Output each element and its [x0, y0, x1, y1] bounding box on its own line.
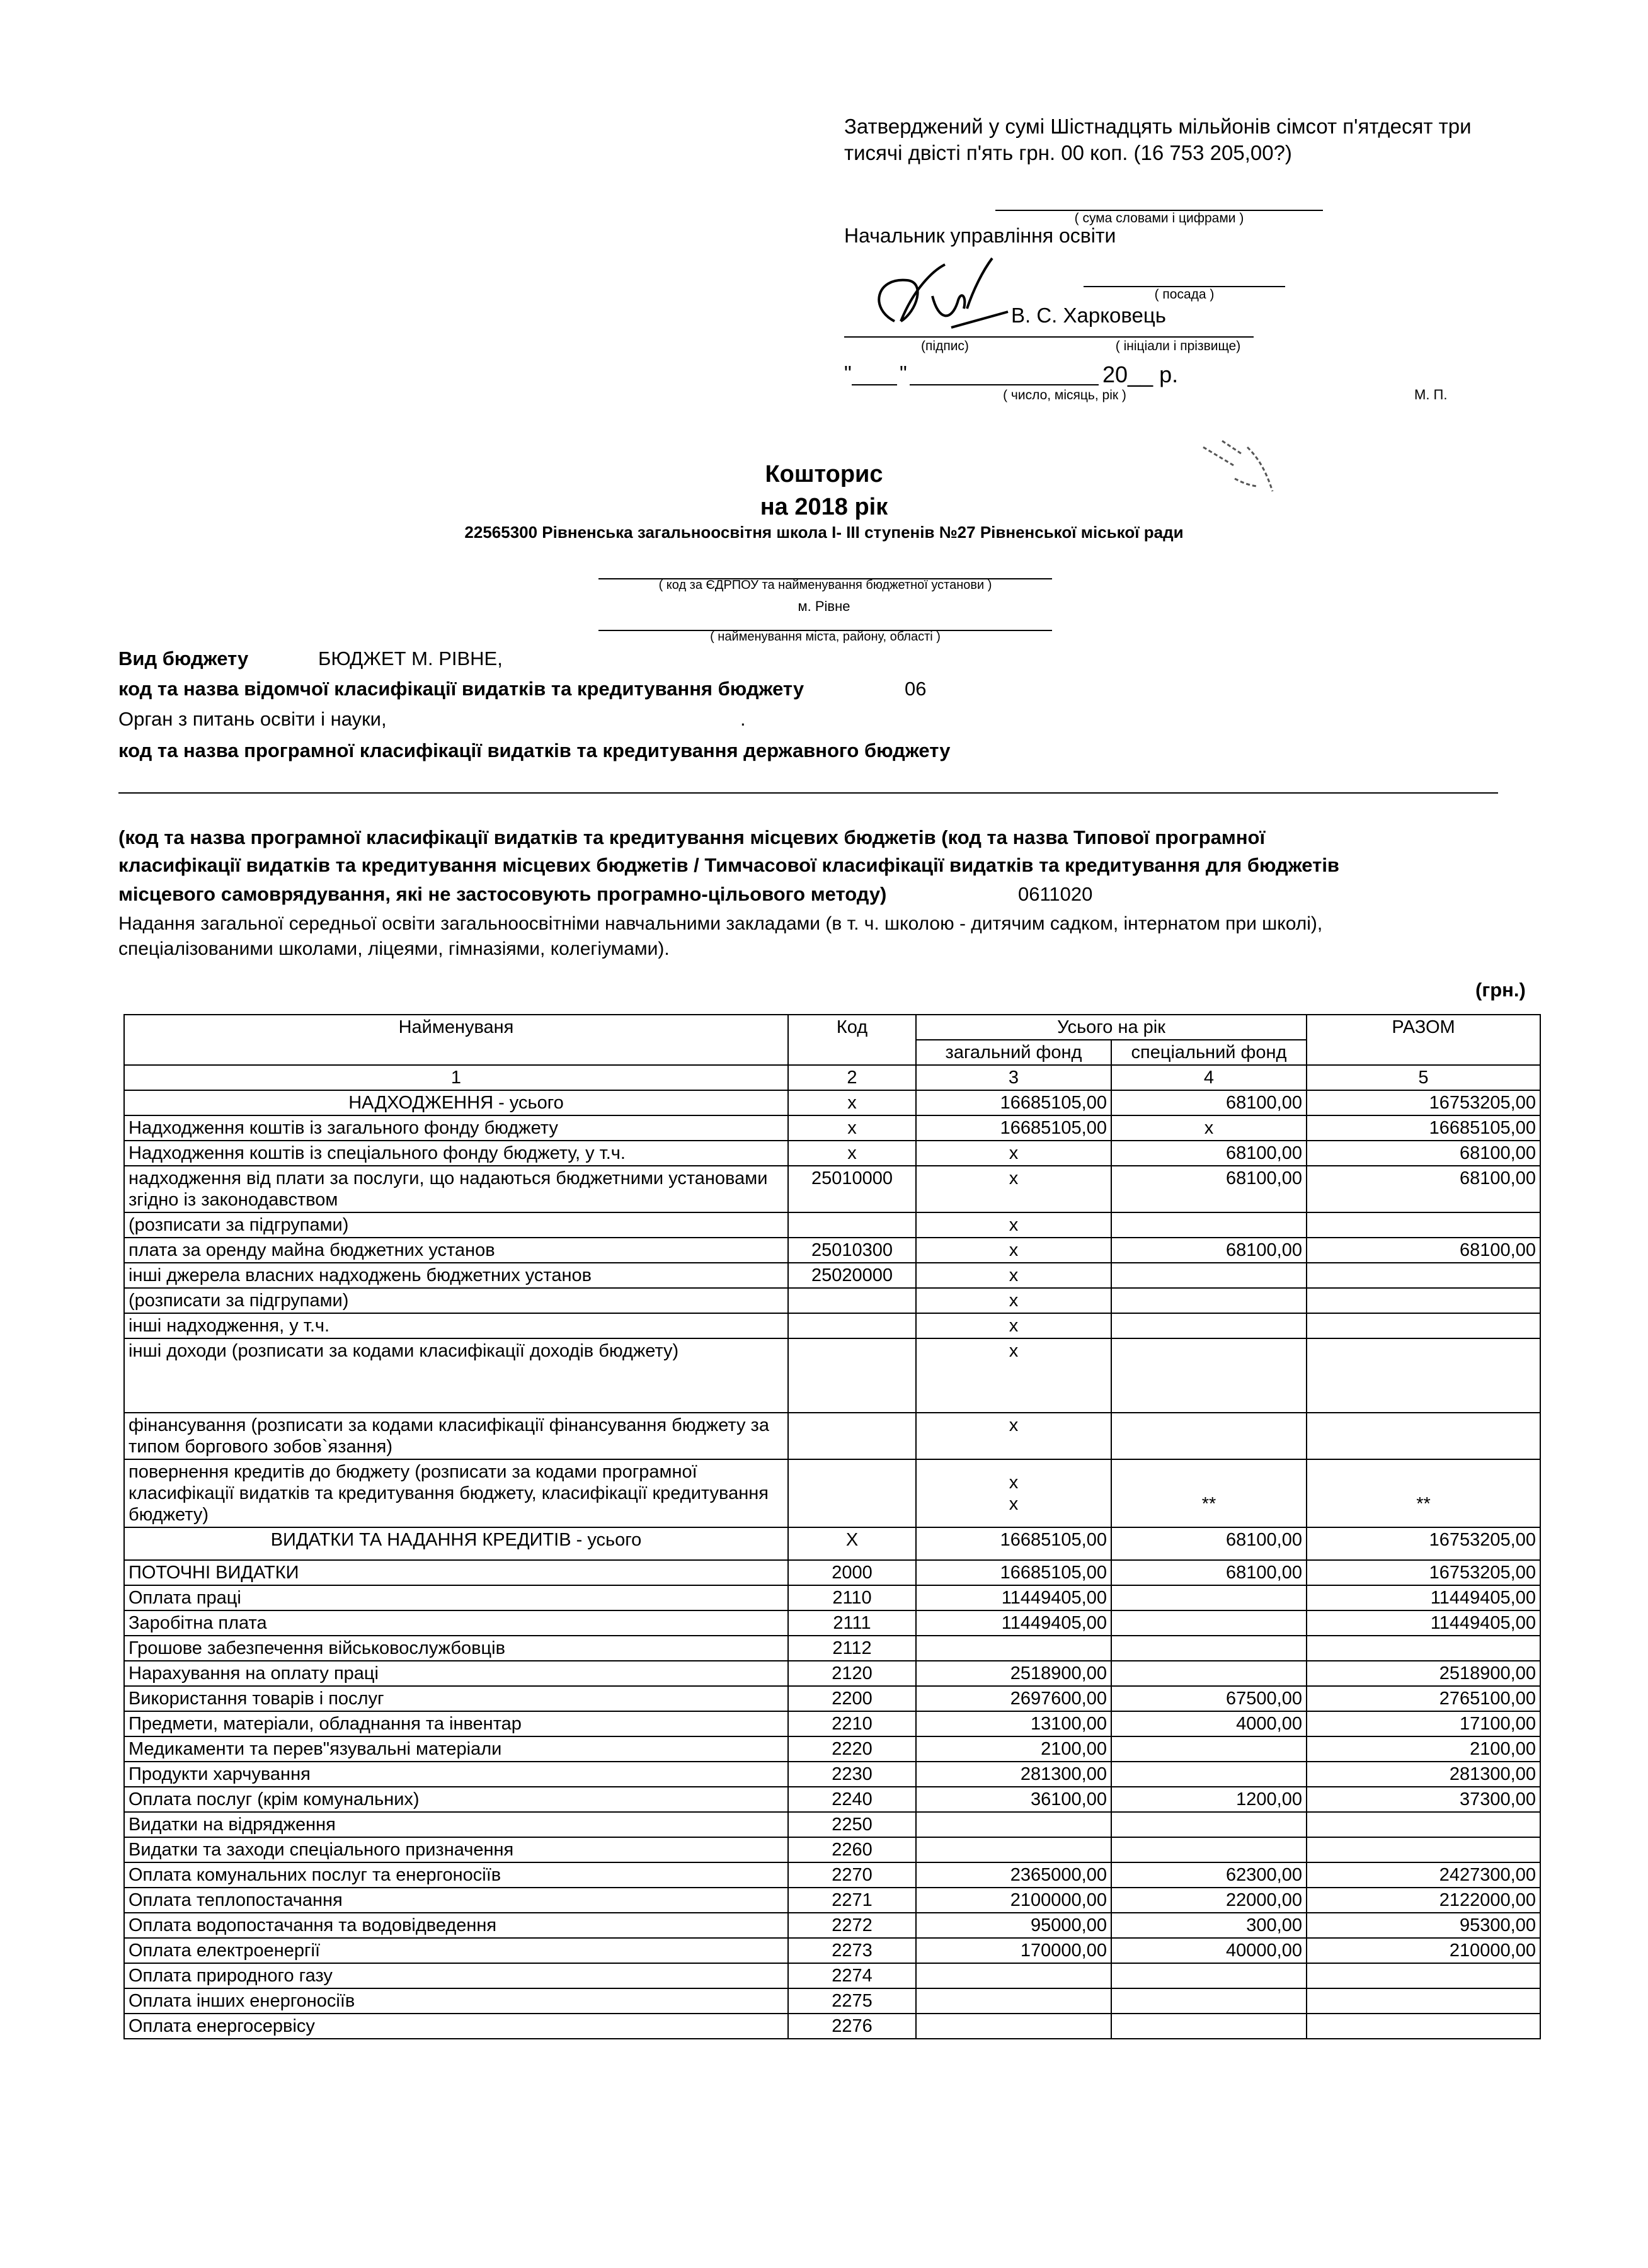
row-general-fund: х — [916, 1166, 1111, 1212]
table-row — [124, 1288, 1540, 1313]
table-row — [124, 1212, 1540, 1238]
row-code: 2240 — [788, 1787, 916, 1812]
row-code: 2230 — [788, 1762, 916, 1787]
table-row — [124, 2014, 1540, 2039]
row-general-fund: х — [916, 1313, 1111, 1338]
row-total: 68100,00 — [1307, 1238, 1540, 1263]
row-total — [1307, 1288, 1540, 1313]
row-general-fund: 2697600,00 — [916, 1686, 1111, 1711]
row-code: 2274 — [788, 1963, 916, 1988]
row-special-fund: 62300,00 — [1111, 1862, 1307, 1888]
table-row — [124, 1585, 1540, 1610]
local-class-line-2: класифікації видатків та кредитування місцевих бюджетів / Тимчасової класифікації видатків та кредитування для бюджетів — [118, 854, 1339, 876]
table-row — [124, 1988, 1540, 2014]
date-month-underline — [910, 384, 1099, 385]
row-total: 281300,00 — [1307, 1762, 1540, 1787]
row-general-fund: х — [916, 1338, 1111, 1413]
row-code: 2120 — [788, 1661, 916, 1686]
row-name: повернення кредитів до бюджету (розписати за кодами програмної класифікації видатків та кредитування бюджету, класифікації кредитування бюджету) — [124, 1459, 788, 1527]
row-name: Використання товарів і послуг — [124, 1686, 788, 1711]
name-caption: ( ініціали і прізвище) — [1115, 339, 1241, 353]
row-special-fund — [1111, 1313, 1307, 1338]
row-name: Оплата електроенергії — [124, 1938, 788, 1963]
row-general-fund: 16685105,00 — [916, 1560, 1111, 1585]
row-special-fund — [1111, 2014, 1307, 2039]
row-code: 25010300 — [788, 1238, 916, 1263]
currency-unit: (грн.) — [1475, 979, 1526, 1001]
budget-table — [123, 1014, 1541, 2039]
program-underline — [118, 792, 1498, 794]
header-code: Код — [788, 1015, 916, 1065]
row-code: 2110 — [788, 1585, 916, 1610]
row-name: надходження від плати за послуги, що надаються бюджетними установами згідно із законодавством — [124, 1166, 788, 1212]
row-total: 2100,00 — [1307, 1736, 1540, 1762]
row-code — [788, 1313, 916, 1338]
local-class-line-3: місцевого самоврядування, які не застосовують програмно-цільового методу) — [118, 883, 887, 905]
row-general-fund: 11449405,00 — [916, 1585, 1111, 1610]
row-general-fund: 2518900,00 — [916, 1661, 1111, 1686]
row-special-fund: 68100,00 — [1111, 1090, 1307, 1115]
row-special-fund: 68100,00 — [1111, 1141, 1307, 1166]
row-code: 2112 — [788, 1636, 916, 1661]
row-code: 2270 — [788, 1862, 916, 1888]
row-special-fund: 300,00 — [1111, 1913, 1307, 1938]
row-special-fund — [1111, 1988, 1307, 2014]
row-total: 16753205,00 — [1307, 1560, 1540, 1585]
organ-dot: . — [740, 708, 746, 730]
row-code — [788, 1413, 916, 1459]
row-name: Оплата послуг (крім комунальних) — [124, 1787, 788, 1812]
row-general-fund — [916, 1636, 1111, 1661]
row-name: Оплата природного газу — [124, 1963, 788, 1988]
program-class-label: код та назва програмної класифікації видатків та кредитування державного бюджету — [118, 739, 951, 761]
table-row — [124, 1862, 1540, 1888]
row-general-fund: 2365000,00 — [916, 1862, 1111, 1888]
table-row — [124, 1527, 1540, 1560]
row-special-fund: 68100,00 — [1111, 1238, 1307, 1263]
row-total: 17100,00 — [1307, 1711, 1540, 1736]
row-name: фінансування (розписати за кодами класифікації фінансування бюджету за типом боргового зобов`язання) — [124, 1413, 788, 1459]
row-general-fund: 16685105,00 — [916, 1115, 1111, 1141]
row-total — [1307, 1837, 1540, 1862]
row-total: 2518900,00 — [1307, 1661, 1540, 1686]
table-row — [124, 1413, 1540, 1459]
local-class-code: 0611020 — [1018, 883, 1093, 905]
row-code: х — [788, 1090, 916, 1115]
table-row — [124, 1913, 1540, 1938]
date-quote-close: " — [900, 362, 907, 385]
table-row — [124, 1963, 1540, 1988]
row-name: (розписати за підгрупами) — [124, 1288, 788, 1313]
table-row — [124, 1686, 1540, 1711]
row-total — [1307, 1636, 1540, 1661]
column-number: 5 — [1307, 1065, 1540, 1090]
row-code — [788, 1459, 916, 1527]
position-caption: ( посада ) — [1154, 287, 1215, 302]
row-code: 2260 — [788, 1837, 916, 1862]
row-total: 11449405,00 — [1307, 1610, 1540, 1636]
row-special-fund — [1111, 1413, 1307, 1459]
table-row — [124, 1090, 1540, 1115]
row-name: Нарахування на оплату праці — [124, 1661, 788, 1686]
row-special-fund: 40000,00 — [1111, 1938, 1307, 1963]
purpose-line-1: Надання загальної середньої освіти загальноосвітніми навчальними закладами (в т. ч. школою - дитячим садком, інтернатом при школі), — [118, 913, 1323, 934]
row-special-fund: 1200,00 — [1111, 1787, 1307, 1812]
row-special-fund — [1111, 1963, 1307, 1988]
table-row — [124, 1338, 1540, 1413]
row-code: 2276 — [788, 2014, 916, 2039]
row-name: Оплата теплопостачання — [124, 1888, 788, 1913]
name-underline — [844, 336, 1254, 338]
row-name: Продукти харчування — [124, 1762, 788, 1787]
row-general-fund — [916, 1963, 1111, 1988]
row-total — [1307, 1963, 1540, 1988]
row-code — [788, 1338, 916, 1413]
row-code: 2200 — [788, 1686, 916, 1711]
table-row — [124, 1166, 1540, 1212]
column-number: 3 — [916, 1065, 1111, 1090]
row-special-fund — [1111, 1812, 1307, 1837]
row-total — [1307, 1413, 1540, 1459]
row-total — [1307, 1313, 1540, 1338]
row-name: НАДХОДЖЕННЯ - усього — [124, 1090, 788, 1115]
row-special-fund — [1111, 1661, 1307, 1686]
position-text: Начальник управління освіти — [844, 224, 1116, 247]
table-row — [124, 1459, 1540, 1527]
row-total — [1307, 1988, 1540, 2014]
row-total — [1307, 1812, 1540, 1837]
row-general-fund: 2100,00 — [916, 1736, 1111, 1762]
header-total-year: Усього на рік — [916, 1015, 1307, 1040]
row-name: Заробітна плата — [124, 1610, 788, 1636]
row-code: 2220 — [788, 1736, 916, 1762]
row-name: плата за оренду майна бюджетних установ — [124, 1238, 788, 1263]
row-special-fund: 67500,00 — [1111, 1686, 1307, 1711]
city-name: м. Рівне — [798, 598, 850, 614]
row-special-fund — [1111, 1610, 1307, 1636]
row-code — [788, 1288, 916, 1313]
row-code: 2273 — [788, 1938, 916, 1963]
row-general-fund: х — [916, 1288, 1111, 1313]
row-total: 16685105,00 — [1307, 1115, 1540, 1141]
row-special-fund — [1111, 1762, 1307, 1787]
row-code — [788, 1212, 916, 1238]
table-row — [124, 1313, 1540, 1338]
date-day-underline — [852, 384, 897, 385]
row-name: Видатки на відрядження — [124, 1812, 788, 1837]
row-name: Оплата інших енергоносіїв — [124, 1988, 788, 2014]
row-total: 68100,00 — [1307, 1141, 1540, 1166]
row-general-fund: 95000,00 — [916, 1913, 1111, 1938]
institution-name: 22565300 Рівненська загальноосвітня школа І- ІІІ ступенів №27 Рівненської міської ради — [464, 523, 1184, 542]
row-total: 37300,00 — [1307, 1787, 1540, 1812]
row-code: 2271 — [788, 1888, 916, 1913]
table-row — [124, 1762, 1540, 1787]
row-total — [1307, 1338, 1540, 1413]
row-code: 2000 — [788, 1560, 916, 1585]
table-row — [124, 1141, 1540, 1166]
row-total: 2122000,00 — [1307, 1888, 1540, 1913]
row-total: ** — [1307, 1459, 1540, 1527]
stamp-label: М. П. — [1414, 387, 1448, 402]
approval-line-1: Затверджений у сумі Шістнадцять мільйонів сімсот п'ятдесят три — [844, 115, 1472, 138]
table-row — [124, 1736, 1540, 1762]
table-row — [124, 1812, 1540, 1837]
row-name: Оплата енергосервісу — [124, 2014, 788, 2039]
dept-class-label: код та назва відомчої класифікації видатків та кредитування бюджету — [118, 678, 804, 700]
row-name: ВИДАТКИ ТА НАДАННЯ КРЕДИТІВ - усього — [124, 1527, 788, 1560]
row-total — [1307, 2014, 1540, 2039]
row-code: х — [788, 1115, 916, 1141]
table-row — [124, 1636, 1540, 1661]
row-special-fund — [1111, 1288, 1307, 1313]
table-row — [124, 1837, 1540, 1862]
row-special-fund — [1111, 1837, 1307, 1862]
column-number: 4 — [1111, 1065, 1307, 1090]
row-general-fund: 170000,00 — [916, 1938, 1111, 1963]
table-row — [124, 1560, 1540, 1585]
row-general-fund — [916, 1812, 1111, 1837]
row-name: інші доходи (розписати за кодами класифікації доходів бюджету) — [124, 1338, 788, 1413]
row-general-fund — [916, 1837, 1111, 1862]
row-special-fund: 68100,00 — [1111, 1166, 1307, 1212]
approval-line-2: тисячі двісті п'ять грн. 00 коп. (16 753 205,00?) — [844, 141, 1292, 164]
row-total: 68100,00 — [1307, 1166, 1540, 1212]
row-special-fund — [1111, 1263, 1307, 1288]
row-general-fund: 11449405,00 — [916, 1610, 1111, 1636]
table-row — [124, 1938, 1540, 1963]
row-code: 2111 — [788, 1610, 916, 1636]
row-general-fund: х х — [916, 1459, 1111, 1527]
row-general-fund — [916, 2014, 1111, 2039]
row-code: 2250 — [788, 1812, 916, 1837]
row-name: (розписати за підгрупами) — [124, 1212, 788, 1238]
row-name: інші надходження, у т.ч. — [124, 1313, 788, 1338]
header-special-fund: спеціальний фонд — [1111, 1040, 1307, 1065]
row-general-fund: 281300,00 — [916, 1762, 1111, 1787]
row-general-fund: х — [916, 1212, 1111, 1238]
header-general-fund: загальний фонд — [916, 1040, 1111, 1065]
header-name: Найменуваня — [124, 1015, 788, 1065]
column-number: 1 — [124, 1065, 788, 1090]
date-year: 20__ р. — [1102, 362, 1179, 387]
row-special-fund — [1111, 1212, 1307, 1238]
row-name: Предмети, матеріали, обладнання та інвентар — [124, 1711, 788, 1736]
row-code: 2275 — [788, 1988, 916, 2014]
row-total: 95300,00 — [1307, 1913, 1540, 1938]
table-row — [124, 1263, 1540, 1288]
row-general-fund: х — [916, 1141, 1111, 1166]
sum-caption: ( сума словами і цифрами ) — [1074, 211, 1244, 225]
row-general-fund: х — [916, 1238, 1111, 1263]
signature-image — [857, 252, 1021, 353]
row-general-fund: 13100,00 — [916, 1711, 1111, 1736]
dept-class-code: 06 — [905, 678, 927, 700]
row-special-fund — [1111, 1585, 1307, 1610]
row-total: 2765100,00 — [1307, 1686, 1540, 1711]
row-name: Грошове забезпечення військовослужбовців — [124, 1636, 788, 1661]
row-code: 25010000 — [788, 1166, 916, 1212]
row-total: 210000,00 — [1307, 1938, 1540, 1963]
row-name: Видатки та заходи спеціального призначення — [124, 1837, 788, 1862]
row-general-fund: 16685105,00 — [916, 1527, 1111, 1560]
row-total: 11449405,00 — [1307, 1585, 1540, 1610]
table-row — [124, 1238, 1540, 1263]
row-special-fund: ** — [1111, 1459, 1307, 1527]
doc-title: Кошторис — [765, 461, 883, 487]
row-name: Оплата комунальних послуг та енергоносіїв — [124, 1862, 788, 1888]
row-code: Х — [788, 1527, 916, 1560]
row-general-fund: х — [916, 1263, 1111, 1288]
row-total: 2427300,00 — [1307, 1862, 1540, 1888]
institution-caption: ( код за ЄДРПОУ та найменування бюджетної установи ) — [658, 578, 992, 592]
row-name: Оплата водопостачання та водовідведення — [124, 1913, 788, 1938]
organ-text: Орган з питань освіти і науки, — [118, 708, 387, 730]
date-quote-open: " — [844, 362, 852, 385]
budget-rows — [124, 1090, 1540, 2039]
row-name: інші джерела власних надходжень бюджетних установ — [124, 1263, 788, 1288]
column-number: 2 — [788, 1065, 916, 1090]
header-sum: РАЗОМ — [1307, 1015, 1540, 1065]
row-total: 16753205,00 — [1307, 1527, 1540, 1560]
row-code: 2210 — [788, 1711, 916, 1736]
row-special-fund: 4000,00 — [1111, 1711, 1307, 1736]
row-special-fund: х — [1111, 1115, 1307, 1141]
row-name: Надходження коштів із спеціального фонду бюджету, у т.ч. — [124, 1141, 788, 1166]
local-class-line-1: (код та назва програмної класифікації видатків та кредитування місцевих бюджетів (код та назва Типової програмної — [118, 826, 1266, 848]
purpose-line-2: спеціалізованими школами, ліцеями, гімназіями, колегіумами). — [118, 938, 670, 959]
row-name: Медикаменти та перев"язувальні матеріали — [124, 1736, 788, 1762]
table-row — [124, 1610, 1540, 1636]
row-special-fund — [1111, 1338, 1307, 1413]
director-name: В. С. Харковець — [1011, 304, 1167, 327]
row-special-fund — [1111, 1736, 1307, 1762]
row-special-fund — [1111, 1636, 1307, 1661]
budget-type-value: БЮДЖЕТ М. РІВНЕ, — [318, 647, 503, 670]
signature-caption: (підпис) — [921, 339, 969, 353]
row-special-fund: 68100,00 — [1111, 1560, 1307, 1585]
row-code: 2272 — [788, 1913, 916, 1938]
row-general-fund: х — [916, 1413, 1111, 1459]
row-code: х — [788, 1141, 916, 1166]
row-name: Надходження коштів із загального фонду бюджету — [124, 1115, 788, 1141]
city-caption: ( найменування міста, району, області ) — [710, 630, 941, 644]
doc-year: на 2018 рік — [760, 494, 888, 520]
row-general-fund: 36100,00 — [916, 1787, 1111, 1812]
row-name: ПОТОЧНІ ВИДАТКИ — [124, 1560, 788, 1585]
budget-type-label: Вид бюджету — [118, 647, 249, 670]
row-name: Оплата праці — [124, 1585, 788, 1610]
row-general-fund — [916, 1988, 1111, 2014]
row-total — [1307, 1212, 1540, 1238]
row-special-fund: 68100,00 — [1111, 1527, 1307, 1560]
row-total: 16753205,00 — [1307, 1090, 1540, 1115]
table-row — [124, 1661, 1540, 1686]
table-row — [124, 1711, 1540, 1736]
table-row — [124, 1787, 1540, 1812]
date-caption: ( число, місяць, рік ) — [1003, 388, 1126, 402]
table-row — [124, 1888, 1540, 1913]
row-general-fund: 16685105,00 — [916, 1090, 1111, 1115]
row-special-fund: 22000,00 — [1111, 1888, 1307, 1913]
table-row — [124, 1115, 1540, 1141]
row-code: 25020000 — [788, 1263, 916, 1288]
row-general-fund: 2100000,00 — [916, 1888, 1111, 1913]
row-total — [1307, 1263, 1540, 1288]
